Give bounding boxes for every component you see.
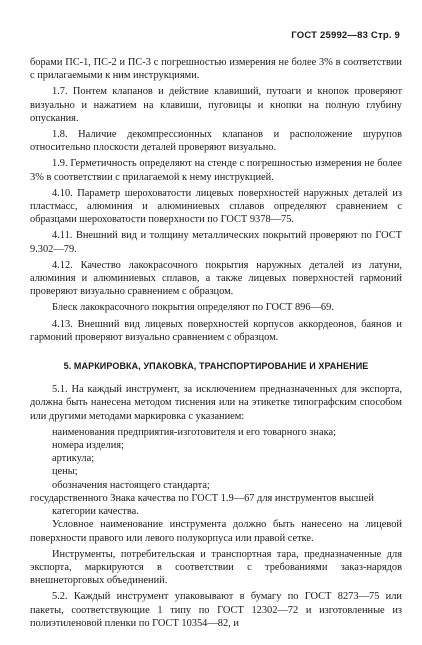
paragraph-name-placement: Условное наименование инструмента должно быть нанесено на лицевой поверхности правого или левого полукорпуса или правой сетке. <box>30 519 402 544</box>
list-item: государственного Знака качества по ГОСТ 1.9—67 для инструментов высшей категории качества. <box>30 492 374 518</box>
paragraph-1-8: 1.8. Наличие декомпрессионных клапанов и расположение шурупов относительно плоскости деталей проверяют визуально. <box>30 129 402 154</box>
paragraph-4-11: 4.11. Внешний вид и толщину металлических покрытий проверяют по ГОСТ 9.302—79. <box>30 230 402 255</box>
paragraph-1-9: 1.9. Герметичность определяют на стенде с погрешностью измерения не более 3% в соответствии с прилагаемой к нему инструкцией. <box>30 158 402 183</box>
list-item: номера изделия; <box>52 440 124 452</box>
list-item: наименования предприятия-изготовителя и его товарного знака; <box>52 426 336 438</box>
paragraph-5-2: 5.2. Каждый инструмент упаковывают в бумагу по ГОСТ 8273—75 или пакеты, соответствующие 1 типу по ГОСТ 12302—72 и изготовленные из полиэтиленовой пленки по ГОСТ 10354—82, и <box>30 591 402 629</box>
list-item: артикула; <box>52 453 95 465</box>
paragraph-continuation: борами ПС-1, ПС-2 и ПС-3 с погрешностью измерения не более 3% в соответствии с прилагаемыми к ним инструкциями. <box>30 57 402 82</box>
marking-list <box>30 426 402 518</box>
page-header: ГОСТ 25992—83 Стр. 9 <box>291 30 400 41</box>
paragraph-5-1: 5.1. На каждый инструмент, за исключением предназначенных для экспорта, должна быть нанесена методом тиснения или на этикетке типографским способом или другими методами маркировка с указанием: <box>30 384 402 422</box>
paragraph-4-13: 4.13. Внешний вид лицевых поверхностей корпусов аккордеонов, баянов и гармоний проверяют визуально сравнением с образцом. <box>30 318 402 343</box>
list-item: цены; <box>52 466 78 478</box>
section-heading: 5. МАРКИРОВКА, УПАКОВКА, ТРАНСПОРТИРОВАНИЕ И ХРАНЕНИЕ <box>63 361 369 372</box>
list-item: обозначения настоящего стандарта; <box>52 479 210 491</box>
paragraph-export: Инструменты, потребительская и транспортная тара, предназначенные для экспорта, маркируются в соответствии с требованиями заказ-нарядов внешнеторговых объединений. <box>30 548 402 587</box>
paragraph-4-12: 4.12. Качество лакокрасочного покрытия наружных деталей из латуни, алюминия и алюминиевых сплавов, а также лицевых поверхностей гармоний проверяют визуально сравнением с образцом. <box>30 259 402 298</box>
paragraph-4-10: 4.10. Параметр шероховатости лицевых поверхностей наружных деталей из пластмасс, алюминия и алюминиевых сплавов определяют сравнением с образцами шероховатости поверхности по ГОСТ 9378—75. <box>30 187 402 226</box>
paragraph-gloss: Блеск лакокрасочного покрытия определяют по ГОСТ 896—69. <box>52 302 334 314</box>
document-body <box>30 56 402 633</box>
paragraph-1-7: 1.7. Понтем клапанов и действие клавиший, путоаги и кнопок проверяют визуально и нажатием на клавиши, пуговицы и кнопки на полную глубину опускания. <box>30 86 402 124</box>
